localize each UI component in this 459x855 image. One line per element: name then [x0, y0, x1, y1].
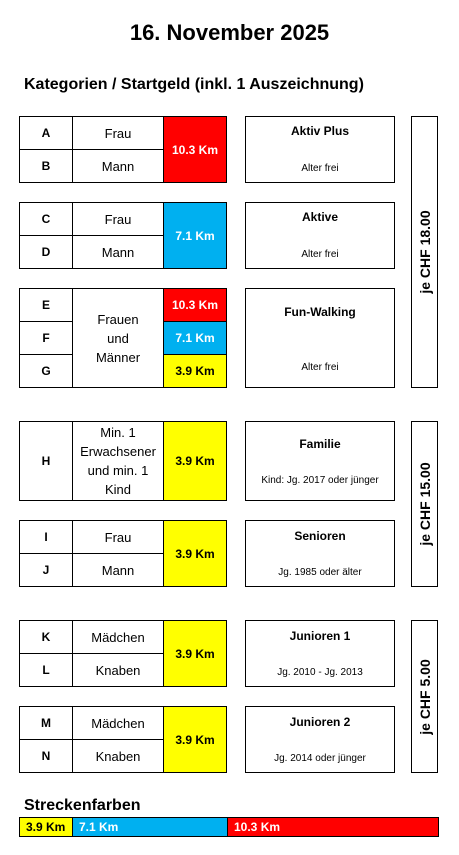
category-name: Senioren — [294, 529, 346, 543]
gender-label: Knaben — [72, 653, 164, 687]
gender-line: Frauen — [97, 311, 139, 327]
category-code: A — [19, 116, 73, 150]
price-label: je CHF 18.00 — [416, 210, 433, 294]
price-label: je CHF 15.00 — [416, 462, 433, 546]
category-name: Familie — [299, 437, 341, 451]
category-code: J — [19, 553, 73, 587]
gender-label — [72, 421, 164, 501]
price-label: je CHF 5.00 — [416, 658, 433, 735]
gender-label: Frau — [72, 116, 164, 150]
category-box — [245, 202, 395, 269]
category-box — [245, 520, 395, 587]
price-box — [411, 116, 438, 388]
gender-line: und min. 1 — [87, 463, 149, 478]
gender-label: Frau — [72, 202, 164, 236]
price-box — [411, 620, 438, 773]
category-box — [245, 706, 395, 773]
category-code: H — [19, 421, 73, 501]
gender-label: Mädchen — [72, 706, 164, 740]
gender-label: Mann — [72, 235, 164, 269]
category-code: M — [19, 706, 73, 740]
category-box — [245, 288, 395, 388]
age-rule: Alter frei — [301, 249, 339, 260]
category-box — [245, 620, 395, 687]
age-rule: Jg. 2014 oder jünger — [274, 753, 366, 764]
age-rule: Alter frei — [301, 362, 339, 373]
legend-title: Streckenfarben — [24, 797, 141, 814]
category-code: F — [19, 321, 73, 355]
distance-badge: 3.9 Km — [163, 620, 227, 687]
price-box — [411, 421, 438, 587]
distance-badge: 3.9 Km — [163, 421, 227, 501]
category-code: K — [19, 620, 73, 654]
category-name: Aktive — [301, 210, 339, 224]
category-code: B — [19, 149, 73, 183]
legend-item-red: 10.3 Km — [227, 817, 439, 837]
distance-badge: 10.3 Km — [163, 116, 227, 183]
page-title: 16. November 2025 — [129, 20, 330, 45]
legend-item-blue: 7.1 Km — [72, 817, 228, 837]
gender-line: Kind — [104, 482, 132, 497]
distance-badge: 3.9 Km — [163, 520, 227, 587]
age-rule: Alter frei — [301, 163, 339, 174]
distance-badge: 3.9 Km — [163, 354, 227, 388]
category-code: N — [19, 739, 73, 773]
gender-label: Mann — [72, 553, 164, 587]
gender-line: Männer — [95, 349, 141, 365]
age-rule: Jg. 2010 - Jg. 2013 — [277, 667, 363, 678]
gender-label — [72, 288, 164, 388]
gender-label: Mädchen — [72, 620, 164, 654]
gender-line: Min. 1 — [100, 425, 136, 440]
category-box — [245, 421, 395, 501]
distance-badge: 7.1 Km — [163, 321, 227, 355]
distance-badge: 10.3 Km — [163, 288, 227, 322]
gender-line: Erwachsener — [80, 444, 156, 459]
gender-label: Mann — [72, 149, 164, 183]
distance-badge: 3.9 Km — [163, 706, 227, 773]
gender-label: Frau — [72, 520, 164, 554]
category-name: Junioren 2 — [289, 715, 351, 729]
gender-line: und — [107, 330, 129, 346]
category-name: Aktiv Plus — [290, 124, 350, 138]
gender-label: Knaben — [72, 739, 164, 773]
category-code: E — [19, 288, 73, 322]
category-box — [245, 116, 395, 183]
age-rule: Kind: Jg. 2017 oder jünger — [261, 475, 379, 486]
category-code: I — [19, 520, 73, 554]
category-code: C — [19, 202, 73, 236]
section-heading: Kategorien / Startgeld (inkl. 1 Auszeichnung) — [24, 76, 364, 93]
category-code: L — [19, 653, 73, 687]
distance-badge: 7.1 Km — [163, 202, 227, 269]
category-code: G — [19, 354, 73, 388]
category-code: D — [19, 235, 73, 269]
legend-item-yellow: 3.9 Km — [19, 817, 73, 837]
age-rule: Jg. 1985 oder älter — [278, 567, 362, 578]
category-name: Junioren 1 — [289, 629, 351, 643]
category-name: Fun-Walking — [284, 305, 356, 319]
